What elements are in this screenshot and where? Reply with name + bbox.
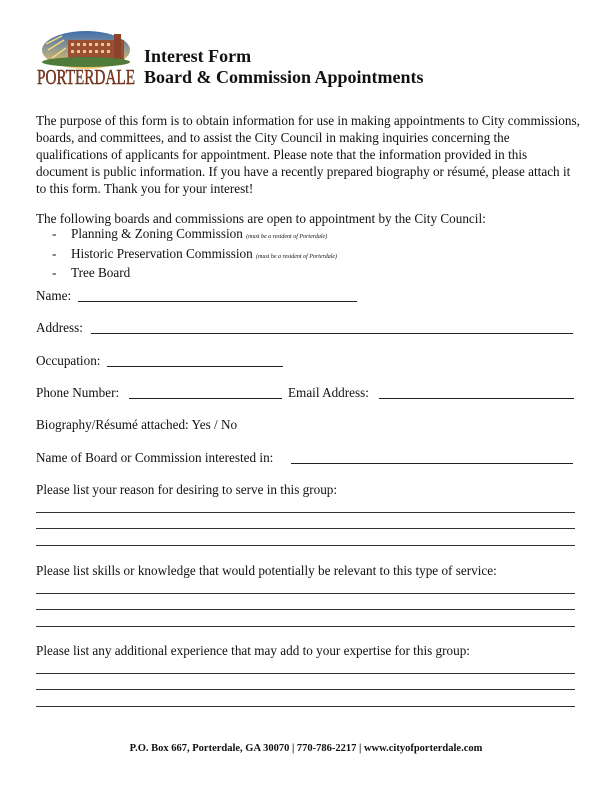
board-item [52, 226, 337, 246]
intro-paragraph: The purpose of this form is to obtain information for use in making appointments to City commissions, boards, and committees, and to assist the City Council in making inquiries concerning the qualifications of applicants for appointment. Please note that the information provided in this document is public information. If you have a recently prepared biography or résumé, please attach it to this form. Thank you for your interest! [36, 113, 580, 196]
board-item [52, 265, 337, 282]
skills-question: Please list skills or knowledge that would potentially be relevant to this type of service: [36, 563, 497, 578]
board-note: (must be a resident of Porterdale) [246, 234, 328, 240]
reason-question: Please list your reason for desiring to serve in this group: [36, 482, 338, 497]
porterdale-mill-icon [34, 28, 136, 88]
experience-question: Please list any additional experience that may add to your expertise for this group: [36, 643, 470, 658]
boards-list [52, 226, 337, 282]
phone-label: Phone Number: [36, 385, 120, 400]
board-interest-input-line[interactable] [291, 463, 573, 464]
board-interest-label: Name of Board or Commission interested in: [36, 450, 274, 465]
phone-input-line[interactable] [129, 398, 282, 399]
city-logo [34, 28, 136, 88]
experience-answer-line[interactable] [36, 689, 575, 690]
address-input-line[interactable] [91, 333, 573, 334]
boards-intro: The following boards and commissions are open to appointment by the City Council: [36, 211, 486, 226]
board-name: Historic Preservation Commission [71, 245, 253, 261]
title-line-2: Board & Commission Appointments [144, 67, 424, 87]
email-label: Email Address: [288, 385, 369, 400]
name-input-line[interactable] [78, 301, 357, 302]
reason-answer-line[interactable] [36, 528, 575, 529]
board-item [52, 246, 337, 266]
title-line-1: Interest Form [144, 46, 252, 66]
occupation-label: Occupation: [36, 353, 101, 368]
reason-answer-line[interactable] [36, 545, 575, 546]
bio-attached-label: Biography/Résumé attached: Yes / No [36, 417, 238, 432]
reason-answer-line[interactable] [36, 512, 575, 513]
occupation-input-line[interactable] [107, 366, 283, 367]
page-title [144, 46, 424, 88]
footer-contact: P.O. Box 667, Porterdale, GA 30070 | 770-786-2217 | www.cityofporterdale.com [129, 743, 483, 754]
skills-answer-line[interactable] [36, 626, 575, 627]
skills-answer-line[interactable] [36, 593, 575, 594]
experience-answer-line[interactable] [36, 706, 575, 707]
board-note: (must be a resident of Porterdale) [255, 253, 338, 260]
board-name: Tree Board [71, 265, 131, 280]
experience-answer-line[interactable] [36, 673, 575, 674]
logo-text: PORTERDALE [37, 65, 135, 89]
board-name: Planning & Zoning Commission [71, 226, 243, 241]
email-input-line[interactable] [379, 398, 574, 399]
skills-answer-line[interactable] [36, 609, 575, 610]
address-label: Address: [36, 320, 83, 335]
name-label: Name: [36, 288, 72, 303]
